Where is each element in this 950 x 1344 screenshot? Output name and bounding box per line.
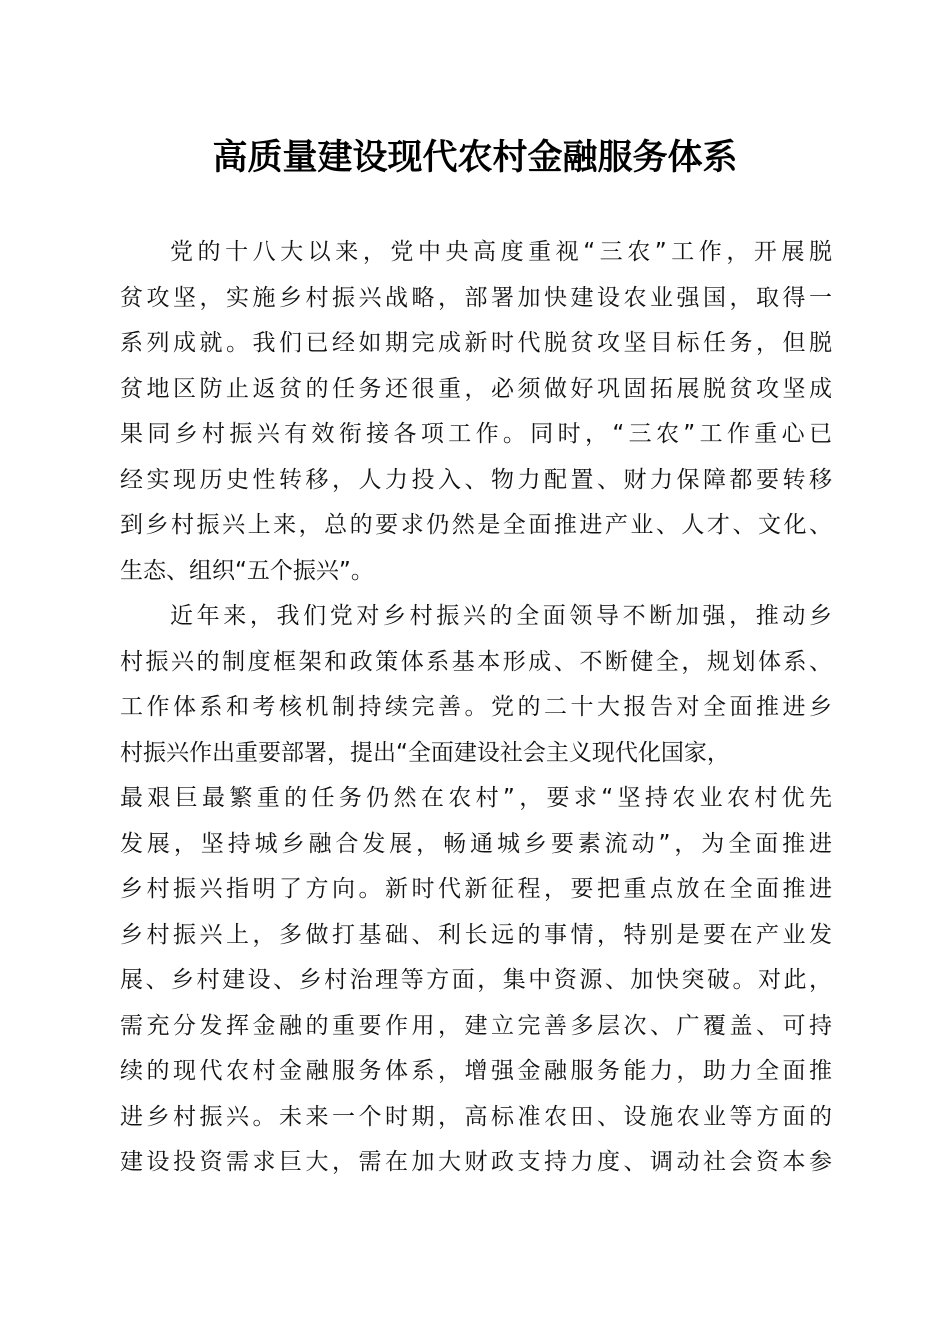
text-line: 贫攻坚，实施乡村振兴战略，部署加快建设农业强国，取得一 <box>120 284 832 311</box>
text-line: 生态、组织“五个振兴”。 <box>120 557 374 584</box>
text-line: 贫地区防止返贫的任务还很重，必须做好巩固拓展脱贫攻坚成 <box>120 375 832 402</box>
document-body <box>120 230 832 1186</box>
text-line: 乡村振兴上，多做打基础、利长远的事情，特别是要在产业发 <box>120 921 832 948</box>
text-line: 村振兴作出重要部署，提出“全面建设社会主义现代化国家， <box>120 739 730 766</box>
text-line: 村振兴的制度框架和政策体系基本形成、不断健全，规划体系、 <box>120 648 832 675</box>
text-line: 展、乡村建设、乡村治理等方面，集中资源、加快突破。对此， <box>120 967 832 993</box>
text-line: 建设投资需求巨大，需在加大财政支持力度、调动社会资本参 <box>120 1149 832 1175</box>
text-line: 工作体系和考核机制持续完善。党的二十大报告对全面推进乡 <box>120 694 832 720</box>
text-line: 发展，坚持城乡融合发展，畅通城乡要素流动”，为全面推进 <box>120 830 832 857</box>
text-line: 最艰巨最繁重的任务仍然在农村”，要求“坚持农业农村优先 <box>120 785 832 811</box>
text-line: 到乡村振兴上来，总的要求仍然是全面推进产业、人才、文化、 <box>120 512 832 538</box>
document-title: 高质量建设现代农村金融服务体系 <box>212 137 738 178</box>
text-line: 系列成就。我们已经如期完成新时代脱贫攻坚目标任务，但脱 <box>120 330 832 356</box>
text-line: 续的现代农村金融服务体系，增强金融服务能力，助力全面推 <box>120 1058 832 1084</box>
text-line: 经实现历史性转移，人力投入、物力配置、财力保障都要转移 <box>120 466 832 493</box>
text-line: 乡村振兴指明了方向。新时代新征程，要把重点放在全面推进 <box>120 876 832 902</box>
text-line: 进乡村振兴。未来一个时期，高标准农田、设施农业等方面的 <box>120 1103 832 1130</box>
text-line: 党的十八大以来，党中央高度重视“三农”工作，开展脱 <box>170 239 832 265</box>
paragraph-1 <box>120 230 832 594</box>
text-line: 需充分发挥金融的重要作用，建立完善多层次、广覆盖、可持 <box>120 1012 832 1039</box>
text-line: 果同乡村振兴有效衔接各项工作。同时，“三农”工作重心已 <box>120 421 832 447</box>
paragraph-2 <box>120 594 832 1186</box>
text-line: 近年来，我们党对乡村振兴的全面领导不断加强，推动乡 <box>170 603 832 629</box>
